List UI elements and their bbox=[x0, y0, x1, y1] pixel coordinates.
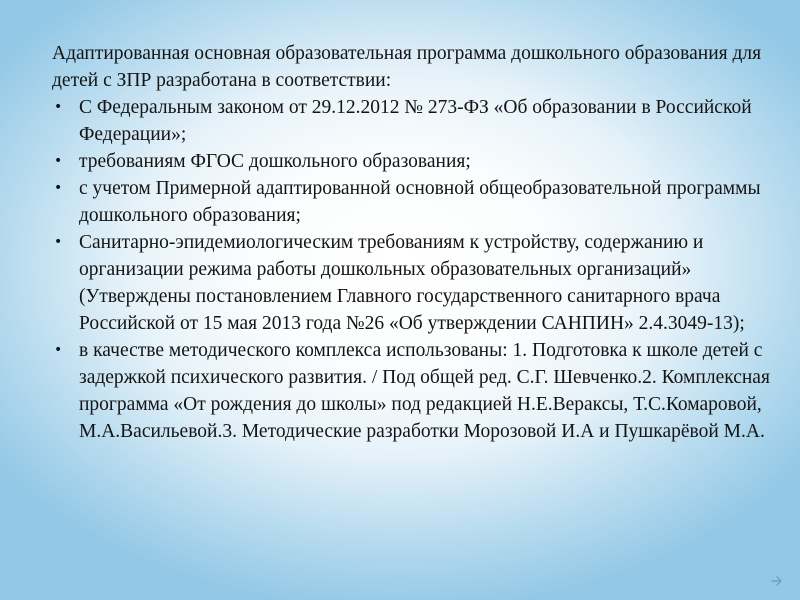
bullet-icon: • bbox=[54, 234, 63, 250]
list-item bbox=[52, 148, 772, 175]
list-item-text: С Федеральным законом от 29.12.2012 № 273-ФЗ «Об образовании в Российской Федерации»; bbox=[79, 97, 752, 145]
slide-content bbox=[52, 40, 772, 445]
bullet-icon: • bbox=[54, 342, 63, 358]
list-item bbox=[52, 337, 772, 445]
list-item bbox=[52, 94, 772, 148]
list-item-text: требованиям ФГОС дошкольного образования; bbox=[79, 151, 471, 172]
next-arrow-icon[interactable] bbox=[770, 574, 784, 588]
bullet-icon: • bbox=[54, 180, 63, 196]
list-item-text: в качестве методического комплекса использованы: 1. Подготовка к школе детей с задержкой психического развития. / Под общей ред. С.Г. Шевченко.2. Комплексная программа «От рождения до школы» под редакцией Н.Е.Вераксы, Т.С.Комаровой, М.А.Васильевой.3. Методические разработки Морозовой И.А и Пушкарёвой М.А. bbox=[79, 340, 770, 442]
list-item-text: Санитарно-эпидемиологическим требованиям к устройству, содержанию и организации режима работы дошкольных образовательных организаций» (Утверждены постановлением Главного государственного санитарного врача Российской от 15 мая 2013 года №26 «Об утверждении САНПИН» 2.4.3049-13); bbox=[79, 232, 745, 334]
list-item bbox=[52, 229, 772, 337]
list-item bbox=[52, 175, 772, 229]
requirements-list bbox=[52, 94, 772, 445]
bullet-icon: • bbox=[54, 99, 63, 115]
list-item-text: с учетом Примерной адаптированной основной общеобразовательной программы дошкольного образования; bbox=[79, 178, 761, 226]
intro-paragraph: Адаптированная основная образовательная программа дошкольного образования для детей с ЗПР разработана в соответствии: bbox=[52, 43, 762, 91]
bullet-icon: • bbox=[54, 153, 63, 169]
